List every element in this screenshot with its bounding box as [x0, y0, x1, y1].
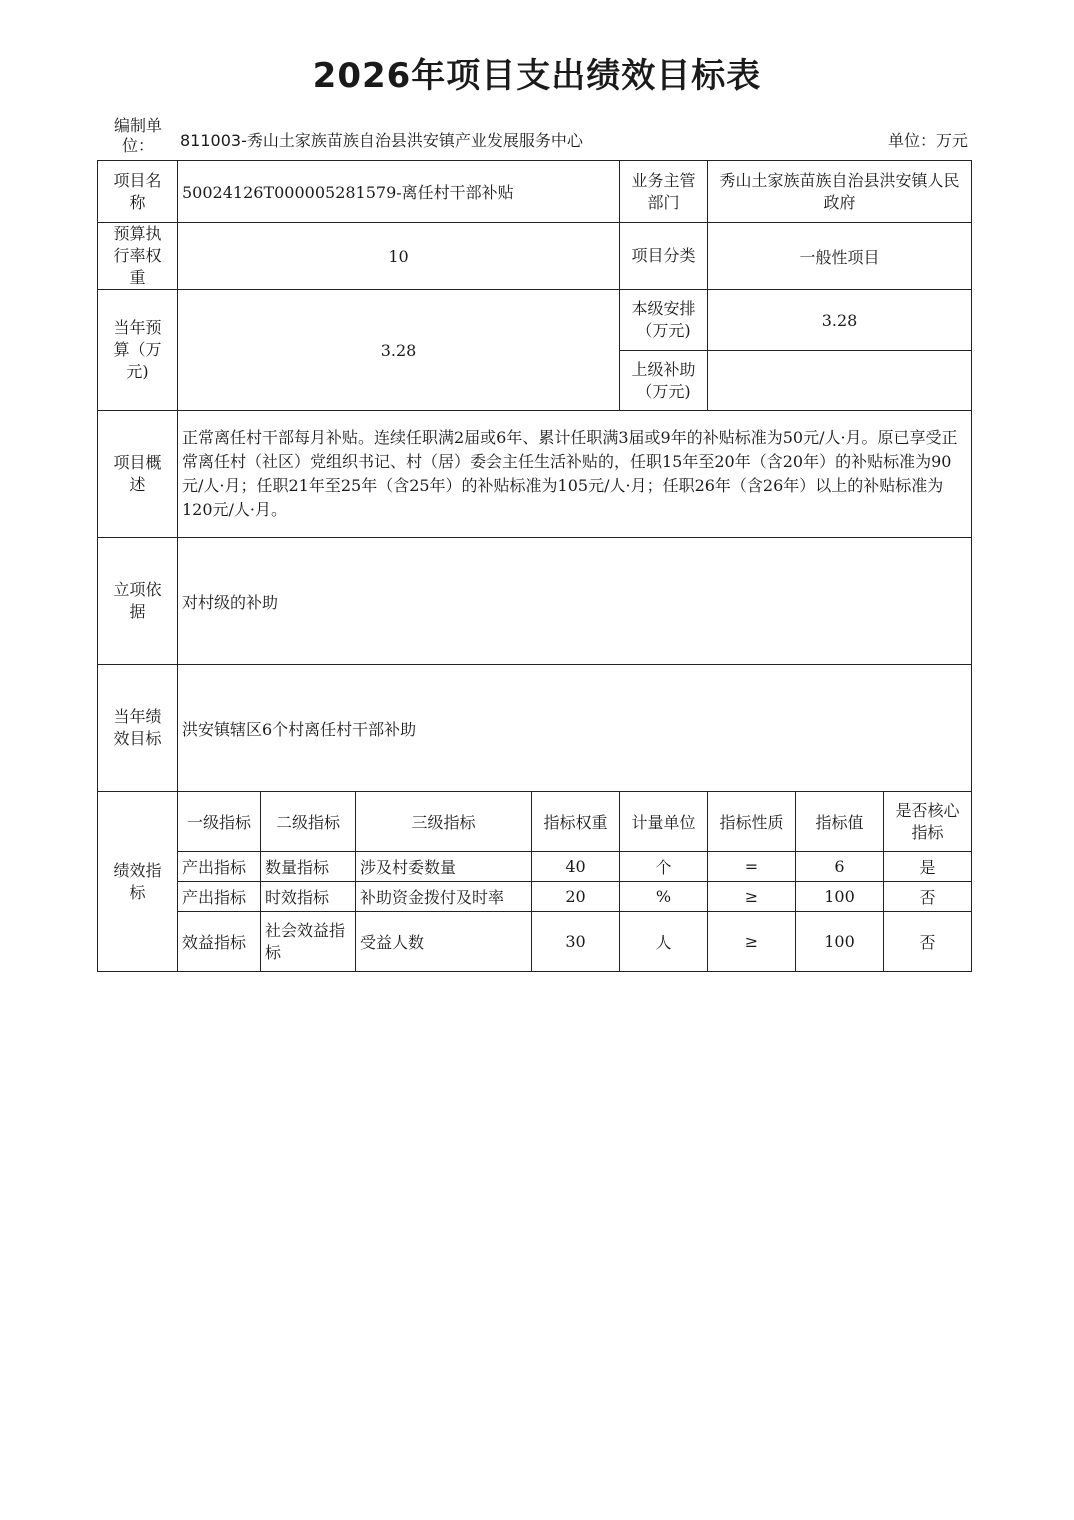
local-value: 3.28 [708, 290, 972, 351]
header-unit: 计量单位 [620, 792, 708, 852]
header-nature: 指标性质 [708, 792, 796, 852]
row1-unit: 个 [620, 852, 708, 882]
overview-label: 项目概述 [98, 411, 178, 538]
row2-value: 100 [796, 882, 884, 912]
indicators-label: 绩效指标 [98, 792, 178, 972]
row3-value: 100 [796, 912, 884, 972]
goal-row [98, 665, 972, 792]
project-name-row [98, 161, 972, 223]
basis-row [98, 538, 972, 665]
basis-label: 立项依据 [98, 538, 178, 665]
row2-weight: 20 [532, 882, 620, 912]
project-name-label: 项目名称 [98, 161, 178, 223]
row2-nature: ≥ [708, 882, 796, 912]
page-title: 2026年项目支出绩效目标表 [312, 56, 762, 96]
goal-value: 洪安镇辖区6个村离任村干部补助 [178, 665, 972, 792]
row2-level2: 时效指标 [261, 882, 356, 912]
org-label: 编制单位： [113, 116, 162, 155]
goal-label: 当年绩效目标 [98, 665, 178, 792]
row1-level3: 涉及村委数量 [356, 852, 532, 882]
basis-value: 对村级的补助 [178, 538, 972, 665]
budget-label: 当年预算（万元) [98, 290, 178, 411]
row1-nature: = [708, 852, 796, 882]
row1-core: 是 [884, 852, 972, 882]
upper-value [708, 351, 972, 411]
header-level2: 二级指标 [261, 792, 356, 852]
budget-value: 3.28 [178, 290, 620, 411]
overview-row [98, 411, 972, 538]
indicator-header-row [98, 792, 972, 852]
indicator-row [98, 912, 972, 972]
header-value: 指标值 [796, 792, 884, 852]
header-level3: 三级指标 [356, 792, 532, 852]
org-value: 811003-秀山土家族苗族自治县洪安镇产业发展服务中心 [180, 131, 583, 150]
row3-level1: 效益指标 [178, 912, 261, 972]
upper-label: 上级补助（万元) [620, 351, 708, 411]
row3-nature: ≥ [708, 912, 796, 972]
category-value: 一般性项目 [708, 223, 972, 290]
header-weight: 指标权重 [532, 792, 620, 852]
row3-unit: 人 [620, 912, 708, 972]
row2-level3: 补助资金拨付及时率 [356, 882, 532, 912]
row1-weight: 40 [532, 852, 620, 882]
row1-level2: 数量指标 [261, 852, 356, 882]
row3-level2: 社会效益指标 [261, 912, 356, 972]
project-name-value: 50024126T000005281579-离任村干部补贴 [178, 161, 620, 223]
budget-row [98, 290, 972, 351]
header-level1: 一级指标 [178, 792, 261, 852]
dept-label: 业务主管部门 [620, 161, 708, 223]
row1-level1: 产出指标 [178, 852, 261, 882]
weight-label: 预算执行率权重 [98, 223, 178, 290]
dept-value: 秀山土家族苗族自治县洪安镇人民政府 [708, 161, 972, 223]
row2-level1: 产出指标 [178, 882, 261, 912]
row3-core: 否 [884, 912, 972, 972]
performance-table [97, 160, 972, 972]
row1-value: 6 [796, 852, 884, 882]
row3-weight: 30 [532, 912, 620, 972]
weight-row [98, 223, 972, 290]
header-core: 是否核心指标 [884, 792, 972, 852]
local-label: 本级安排（万元) [620, 290, 708, 351]
category-label: 项目分类 [620, 223, 708, 290]
unit-label: 单位：万元 [887, 131, 968, 150]
row2-unit: % [620, 882, 708, 912]
row3-level3: 受益人数 [356, 912, 532, 972]
indicator-row [98, 852, 972, 882]
overview-value: 正常离任村干部每月补贴。连续任职满2届或6年、累计任职满3届或9年的补贴标准为50元/人·月。原已享受正常离任村（社区）党组织书记、村（居）委会主任生活补贴的，任职15年至20年（含20年）的补贴标准为90元/人·月；任职21年至25年（含25年）的补贴标准为105元/人·月；任职26年（含26年）以上的补贴标准为120元/人·月。 [178, 411, 972, 538]
row2-core: 否 [884, 882, 972, 912]
weight-value: 10 [178, 223, 620, 290]
indicator-row [98, 882, 972, 912]
